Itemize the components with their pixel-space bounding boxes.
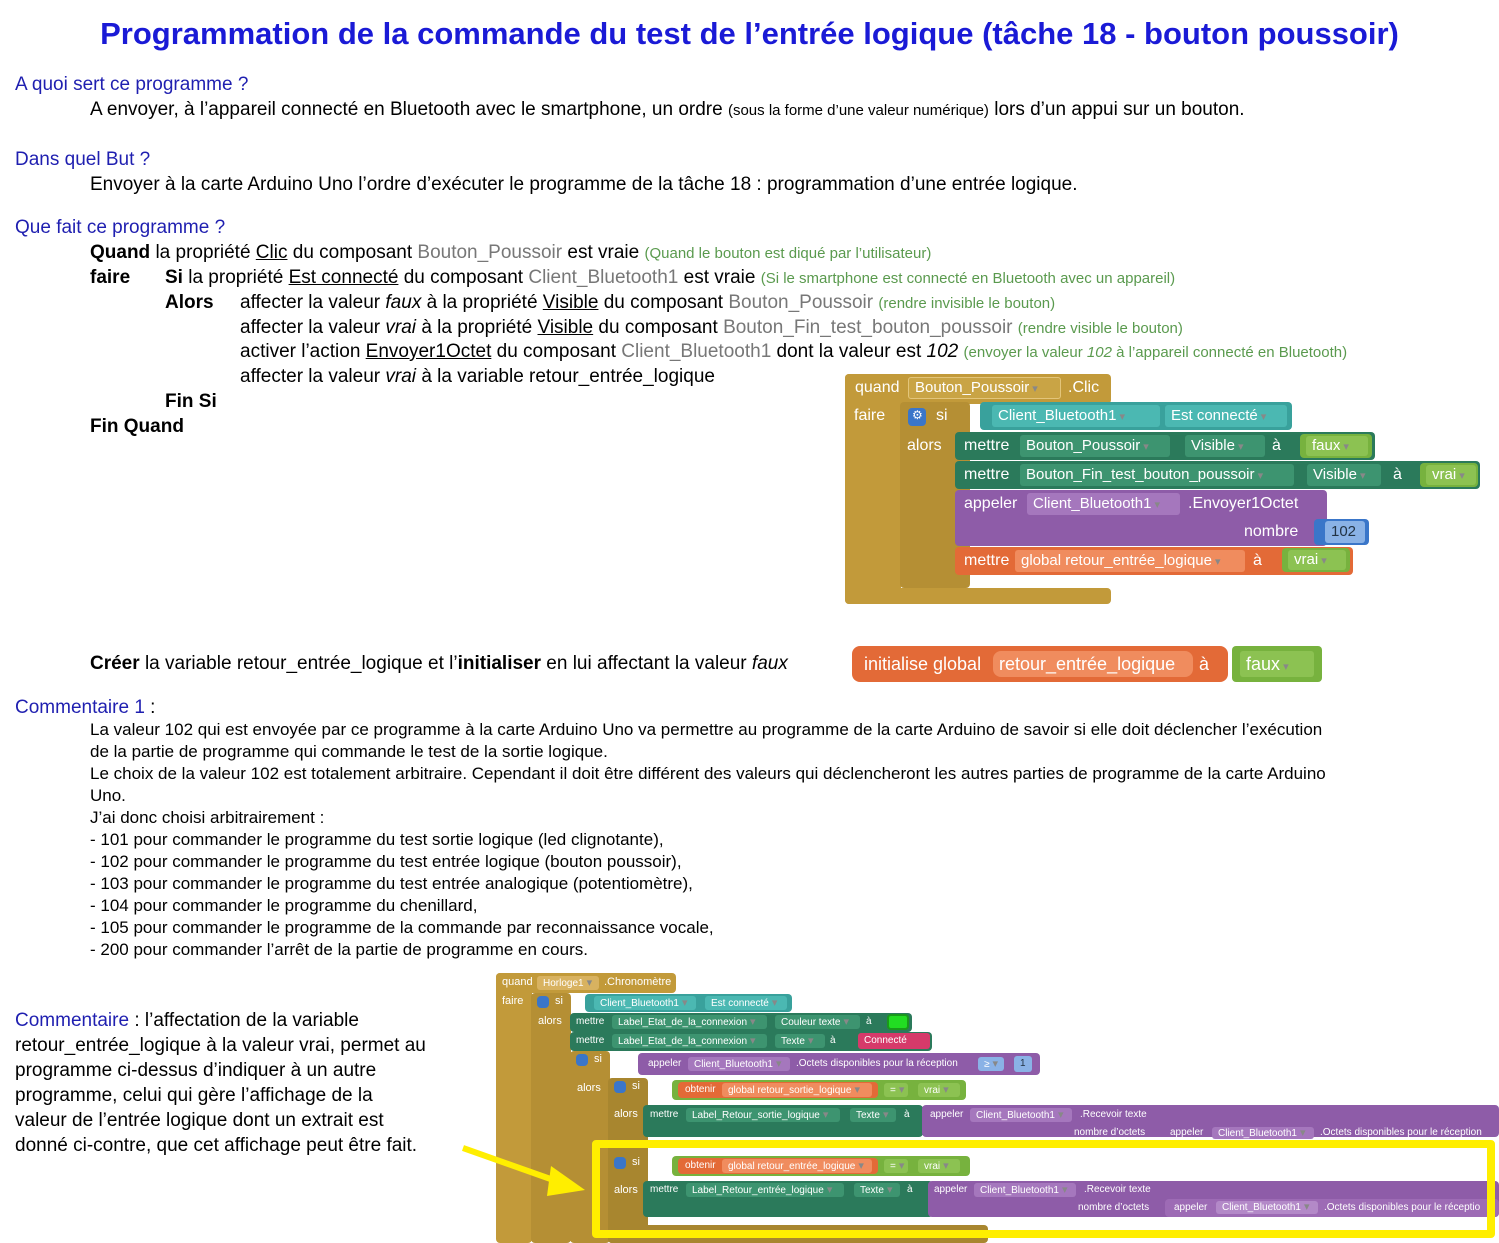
- block-init-a: à: [1199, 654, 1210, 674]
- b2-call2-method: .Recevoir texte: [1080, 1109, 1147, 1120]
- algo-kw-faire: faire: [90, 267, 131, 288]
- list-item: - 102 pour commander le programme du test entrée logique (bouton poussoir),: [90, 852, 682, 871]
- block-global-variable[interactable]: global retour_entrée_logique ▾: [1015, 550, 1245, 572]
- b2-alors3: alors: [614, 1108, 638, 1120]
- block-connected-dropdown[interactable]: Est connecté ▾: [1165, 405, 1287, 427]
- algo-kw-alors: Alors: [165, 292, 214, 313]
- b2-set4-a: à: [907, 1184, 913, 1195]
- b2-call4-param: nombre d’octets: [1078, 1202, 1150, 1213]
- block-call-method: .Envoyer1Octet: [1188, 495, 1299, 512]
- block-alors-label: alors: [907, 437, 942, 454]
- b2-si3: si: [632, 1080, 640, 1092]
- b2-connected[interactable]: Est connecté ▾: [705, 996, 787, 1010]
- b2-call4: appeler: [934, 1184, 968, 1195]
- algo-fin-quand: Fin Quand: [90, 416, 184, 437]
- algo-line-si: Si la propriété Est connecté du composant Client_Bluetooth1 est vraie (Si le smartphone est connecté en Bluetooth avec un appareil): [165, 267, 1176, 288]
- b2-set3-comp[interactable]: Label_Retour_sortie_logique ▾: [686, 1108, 840, 1122]
- block-call-label: appeler: [964, 495, 1018, 512]
- b2-alors4: alors: [614, 1184, 638, 1196]
- b2-call4-method: .Recevoir texte: [1084, 1184, 1151, 1195]
- comment1-p2a: Le choix de la valeur 102 est totalement arbitraire. Cependant il doit être différent des valeurs qui déclencheront les autres parties de programme de la carte Arduino: [90, 764, 1326, 783]
- b2-call2-param: nombre d’octets: [1074, 1127, 1146, 1138]
- b2-call5-comp[interactable]: Client_Bluetooth1 ▾: [1216, 1201, 1318, 1214]
- b2-set2-a: à: [830, 1035, 836, 1046]
- block-si-label: si: [936, 407, 948, 424]
- color-swatch[interactable]: [887, 1014, 909, 1030]
- block-number-value[interactable]: 102: [1325, 521, 1365, 543]
- b2-client[interactable]: Client_Bluetooth1 ▾: [594, 996, 696, 1010]
- b2-eq2[interactable]: = ▾: [884, 1159, 908, 1173]
- b2-text-value[interactable]: Connecté: [858, 1033, 930, 1049]
- b2-vrai[interactable]: vrai ▾: [918, 1083, 960, 1097]
- question-goal: Dans quel But ?: [15, 149, 151, 170]
- block-set1-component[interactable]: Bouton_Poussoir ▾: [1020, 435, 1170, 457]
- question-what: Que fait ce programme ?: [15, 217, 226, 238]
- b2-si4: si: [632, 1156, 640, 1168]
- block-faux-value[interactable]: faux ▾: [1306, 436, 1368, 456]
- b2-call4-comp[interactable]: Client_Bluetooth1 ▾: [974, 1183, 1076, 1197]
- b2-set3: mettre: [650, 1109, 679, 1120]
- b2-set3-a: à: [904, 1109, 910, 1120]
- b2-call3-comp[interactable]: Client_Bluetooth1 ▾: [1212, 1127, 1314, 1139]
- b2-alors2: alors: [577, 1082, 601, 1094]
- list-item: - 104 pour commander le programme du chenillard,: [90, 896, 478, 915]
- list-item: - 200 pour commander l’arrêt de la partie de programme en cours.: [90, 940, 588, 959]
- b2-call3: appeler: [1170, 1127, 1204, 1138]
- answer-purpose: A envoyer, à l’appareil connecté en Bluetooth avec le smartphone, un ordre (sous la forme d’une valeur numérique) lors d’un appui sur un bouton.: [90, 99, 1245, 120]
- b2-set2-prop[interactable]: Texte ▾: [775, 1034, 825, 1048]
- b2-vrai2[interactable]: vrai ▾: [918, 1159, 960, 1173]
- block-component-dropdown[interactable]: Bouton_Poussoir ▾: [908, 377, 1061, 399]
- algo-fin-si: Fin Si: [165, 391, 217, 412]
- b2-si2: si: [594, 1053, 602, 1065]
- algo-line-6: affecter la valeur vrai à la variable retour_entrée_logique: [240, 366, 715, 387]
- b2-get2: obtenir: [685, 1160, 716, 1171]
- arrow-icon: [455, 1140, 595, 1200]
- b2-alors: alors: [538, 1015, 562, 1027]
- b2-num[interactable]: 1: [1014, 1056, 1032, 1072]
- block-set1-property[interactable]: Visible ▾: [1185, 435, 1265, 457]
- b2-set4-comp[interactable]: Label_Retour_entrée_logique ▾: [686, 1183, 844, 1197]
- b2-set1: mettre: [576, 1016, 605, 1027]
- algo-line-quand: Quand la propriété Clic du composant Bouton_Poussoir est vraie (Quand le bouton est diqué par l’utilisateur): [90, 242, 932, 263]
- comment1-p3: J’ai donc choisi arbitrairement :: [90, 808, 325, 827]
- list-item: - 101 pour commander le programme du test sortie logique (led clignotante),: [90, 830, 664, 849]
- block-set2-component[interactable]: Bouton_Fin_test_bouton_poussoir ▾: [1020, 464, 1294, 486]
- b2-var1[interactable]: global retour_sortie_logique ▾: [722, 1083, 872, 1097]
- question-purpose: A quoi sert ce programme ?: [15, 74, 249, 95]
- block-init-label: initialise global: [864, 654, 982, 674]
- block-event-label: .Clic: [1068, 379, 1100, 396]
- comment2: Commentaire : l’affectation de la variable retour_entrée_logique à la valeur vrai, permet au programme ci-dessus d’indiquer à un autre programme, celui qui gère l’affichage de la valeur de l’entrée logique dont un extrait est donné ci-contre, que cet affichage peut être fait.: [15, 1010, 426, 1156]
- b2-call2: appeler: [930, 1109, 964, 1120]
- b2-call: appeler: [648, 1058, 682, 1069]
- answer-goal: Envoyer à la carte Arduino Uno l’ordre d’exécuter le programme de la tâche 18 : programmation d’une entrée logique.: [90, 174, 1078, 195]
- comment1-title: Commentaire 1 :: [15, 697, 156, 718]
- b2-set4-prop[interactable]: Texte ▾: [854, 1183, 900, 1197]
- comment1-p1b: de la partie de programme qui commande le test de la sortie logique.: [90, 742, 608, 761]
- block-set3-a: à: [1253, 552, 1262, 569]
- b2-set1-a: à: [866, 1016, 872, 1027]
- b2-call-comp[interactable]: Client_Bluetooth1 ▾: [688, 1057, 790, 1071]
- b2-set1-comp[interactable]: Label_Etat_de_la_connexion ▾: [612, 1015, 767, 1029]
- comment1-p1a: La valeur 102 qui est envoyée par ce programme à la carte Arduino Uno va permettre au programme de la carte Arduino de savoir si elle doit déclencher l’exécution: [90, 720, 1323, 739]
- block-set1-a: à: [1272, 437, 1281, 454]
- b2-call5-method: .Octets disponibles pour le réceptio: [1324, 1202, 1481, 1213]
- b2-component[interactable]: Horloge1 ▾: [537, 976, 599, 990]
- block-call-param: nombre: [1244, 523, 1299, 540]
- block-client-dropdown[interactable]: Client_Bluetooth1 ▾: [992, 405, 1160, 427]
- b2-set2-comp[interactable]: Label_Etat_de_la_connexion ▾: [612, 1034, 767, 1048]
- algo-line-5: activer l’action Envoyer1Octet du composant Client_Bluetooth1 dont la valeur est 102 (envoyer la valeur 102 à l’appareil connecté en Bluetooth): [240, 341, 1348, 362]
- block-init-variable[interactable]: retour_entrée_logique: [993, 651, 1193, 677]
- b2-op[interactable]: ≥ ▾: [978, 1057, 1004, 1071]
- algo-line-3: affecter la valeur faux à la propriété Visible du composant Bouton_Poussoir (rendre invisible le bouton): [240, 292, 1056, 313]
- block-quand-label: quand: [855, 379, 900, 396]
- b2-get: obtenir: [685, 1084, 716, 1095]
- b2-event: .Chronomètre: [604, 976, 672, 988]
- b2-call-method: .Octets disponibles pour la réception: [796, 1058, 958, 1069]
- b2-set4: mettre: [650, 1184, 679, 1195]
- b2-si: si: [555, 995, 563, 1007]
- b2-set3-prop[interactable]: Texte ▾: [850, 1108, 896, 1122]
- b2-set2: mettre: [576, 1035, 605, 1046]
- block-vrai-value-2[interactable]: vrai ▾: [1288, 550, 1346, 570]
- b2-call2-comp[interactable]: Client_Bluetooth1 ▾: [970, 1108, 1072, 1122]
- list-item: - 103 pour commander le programme du test entrée analogique (potentiomètre),: [90, 874, 693, 893]
- block-set2-property[interactable]: Visible ▾: [1307, 464, 1381, 486]
- b2-quand: quand: [502, 976, 533, 988]
- block-set2-a: à: [1393, 466, 1402, 483]
- b2-call3-method: .Octets disponibles pour le réception: [1320, 1127, 1482, 1138]
- block-faire-label: faire: [854, 407, 886, 424]
- b2-faire: faire: [502, 995, 524, 1007]
- b2-set1-prop[interactable]: Couleur texte ▾: [775, 1015, 860, 1029]
- b2-var2[interactable]: global retour_entrée_logique ▾: [722, 1159, 872, 1173]
- b2-eq[interactable]: = ▾: [884, 1083, 908, 1097]
- block-vrai-value[interactable]: vrai ▾: [1426, 465, 1476, 485]
- comment1-p2b: Uno.: [90, 786, 126, 805]
- block-set-label-2: mettre: [964, 466, 1010, 483]
- block-set-label-1: mettre: [964, 437, 1010, 454]
- block-call-component[interactable]: Client_Bluetooth1 ▾: [1027, 493, 1180, 515]
- list-item: - 105 pour commander le programme de la commande par reconnaissance vocale,: [90, 918, 714, 937]
- algo-line-4: affecter la valeur vrai à la propriété Visible du composant Bouton_Fin_test_bouton_poussoir (rendre visible le bouton): [240, 317, 1183, 338]
- highlight-box: [592, 1140, 1495, 1238]
- block-init-value[interactable]: faux ▾: [1240, 651, 1314, 677]
- page-title: Programmation de la commande du test de l’entrée logique (tâche 18 - bouton poussoir): [100, 16, 1399, 51]
- b2-call5: appeler: [1174, 1202, 1208, 1213]
- block-set-label-3: mettre: [964, 552, 1010, 569]
- create-variable-text: Créer la variable retour_entrée_logique et l’initialiser en lui affectant la valeur faux: [90, 653, 788, 674]
